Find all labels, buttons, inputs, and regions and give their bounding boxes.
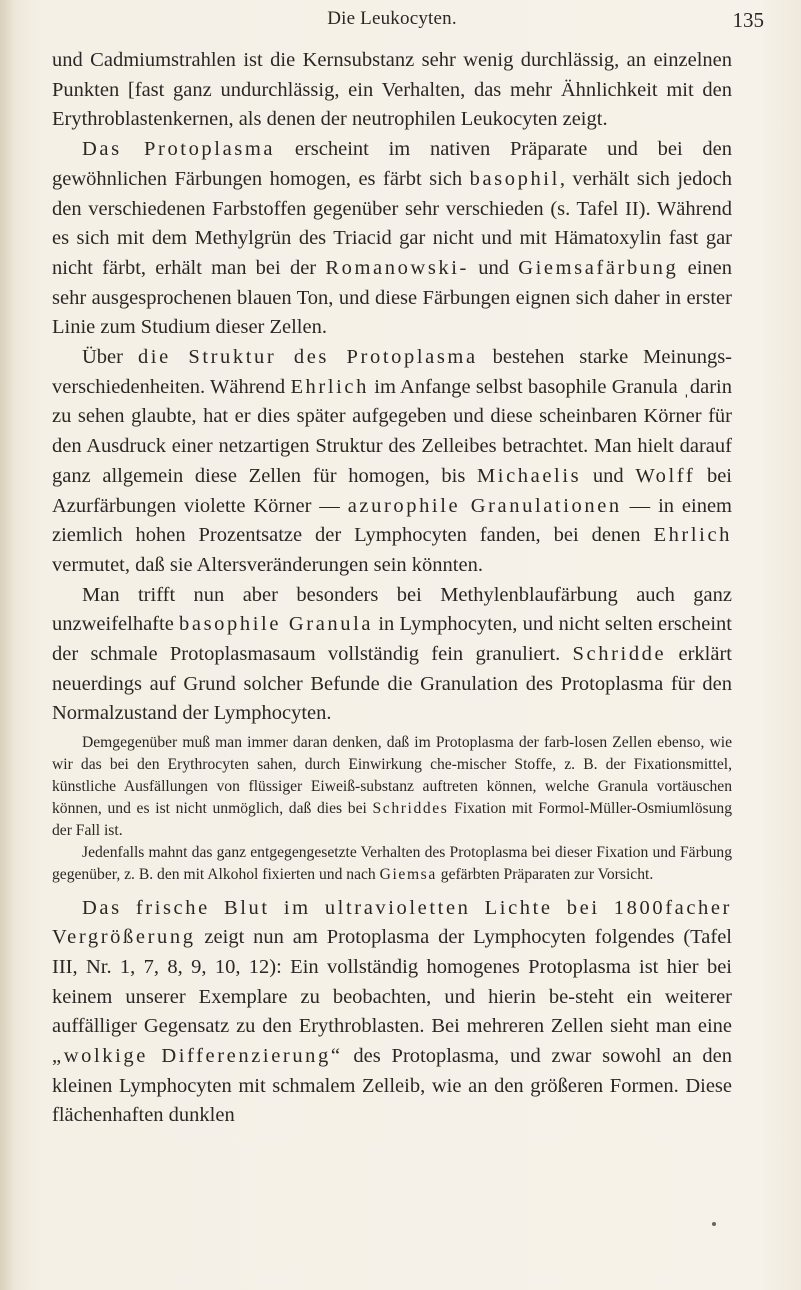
paragraph-ultraviolett xyxy=(52,894,732,1132)
text-run: erscheint im nativen Präparate und bei den gewöhnlichen Färbungen homogen, es färbt sich xyxy=(52,138,732,190)
spaced-term: die Struktur des Protoplasma xyxy=(137,346,478,369)
text-run: des Protoplasma, und zwar sowohl an den kleinen Lymphocyten mit schmalem Zelleib, wie an den größeren Formen. Diese flächenhaften dunklen xyxy=(52,1045,732,1127)
text-run: zeigt nun am Protoplasma der Lymphocyten folgendes (Tafel III, Nr. 1, 7, 8, 9, 10, 12): Ein vollständig homogenes Protoplasma ist hier bei keinem unserer Exemplare zu beobachten, und hierin be-steht ein weiterer auffälliger Gegensatz zu den Erythroblasten. Bei mehreren Zellen sieht man eine xyxy=(52,926,732,1038)
gutter-shadow xyxy=(0,0,14,1290)
paragraph-struktur xyxy=(52,343,732,581)
spaced-name: Ehrlich xyxy=(290,375,369,398)
text-run: vermutet, daß sie Altersveränderungen sein könnten. xyxy=(52,553,483,576)
text-run: Fixation mit Formol-Müller-Osmiumlösung der Fall ist. xyxy=(52,799,733,839)
text-run: Über xyxy=(82,346,138,369)
spaced-name: Schridde xyxy=(572,643,667,666)
paragraph-protoplasma xyxy=(52,135,732,343)
spaced-term: Das frische Blut im ultravioletten Lichte bei 1800facher Vergrößerung xyxy=(52,896,732,949)
spaced-name: Michaelis xyxy=(476,464,582,487)
print-speck xyxy=(712,1222,716,1226)
text-run: im Anfange selbst basophile Granula ˌdarin zu sehen glaubte, hat er dies später aufgegeben und diese scheinbaren Körner für den Ausdruck einer netzartigen Struktur des Zelleibes betrachtet. Man hielt darauf ganz allgemein diese Zellen für homogen, bis xyxy=(52,375,732,487)
running-head xyxy=(52,8,782,36)
text-run: bestehen starke Meinungs-verschiedenheiten. Während xyxy=(52,346,733,398)
paragraph-1-text: und Cadmiumstrahlen ist die Kernsubstanz sehr wenig durchlässig, an einzelnen Punkten [fast ganz undurchlässig, ein Verhalten, das mehr Ähnlichkeit mit den Erythroblastenkernen, als denen der neutrophilen Leukocyten zeigt. xyxy=(52,49,732,131)
body-text xyxy=(52,46,732,1131)
spaced-term: basophile Granula xyxy=(179,613,374,636)
text-run: gefärbten Präparaten zur Vorsicht. xyxy=(436,865,654,883)
text-run: — in einem ziemlich hohen Prozentsatze der Lymphocyten fanden, bei denen xyxy=(52,494,732,547)
small-print-note-1 xyxy=(52,732,732,842)
spaced-term: azurophile Granulationen xyxy=(347,494,622,517)
text-run: in Lymphocyten, und nicht selten erscheint der schmale Protoplasmasaum vollständig fein granuliert. xyxy=(52,613,732,666)
page-number: 135 xyxy=(732,8,764,32)
spaced-term: Giemsafärbung xyxy=(518,256,679,279)
running-title: Die Leukocyten. xyxy=(327,8,457,29)
paragraph-1 xyxy=(52,46,732,135)
text-run: Demgegenüber muß man immer daran denken, daß im Protoplasma der farb-losen Zellen ebenso, wie wir das bei den Erythrocyten sahen, durch Einwirkung che-mischer Stoffe, z. B. der Fixationsmittel, künstliche Ausfällungen von flüssiger Eiweiß-substanz auftreten können, welche Granula vortäuschen können, und es ist nicht unmöglich, daß dies bei xyxy=(52,734,732,817)
spaced-name: Schriddes xyxy=(372,799,449,817)
text-run: und xyxy=(581,464,636,487)
small-print-note-2 xyxy=(52,842,732,886)
spaced-name: Ehrlich xyxy=(653,524,732,547)
spaced-name: Wolff xyxy=(635,464,696,487)
spaced-term: Das Protoplasma xyxy=(82,138,276,161)
spaced-term: basophil xyxy=(469,167,560,190)
text-run: einen sehr ausgesprochenen blauen Ton, und diese Färbungen eignen sich daher in erster Linie zum Studium dieser Zellen. xyxy=(52,256,732,339)
text-run: erklärt neuerdings auf Grund solcher Befunde die Granulation des Protoplasma für den Normalzustand der Lymphocyten. xyxy=(52,643,732,725)
spaced-name: Giemsa xyxy=(379,865,437,883)
text-run: Man trifft nun aber besonders bei Methylenblaufärbung auch ganz unzweifelhafte xyxy=(52,583,732,636)
text-run: und xyxy=(468,256,519,279)
text-run: bei Azurfärbungen violette Körner — xyxy=(52,464,733,517)
paragraph-granula xyxy=(52,581,732,730)
text-run: Jedenfalls mahnt das ganz entgegengesetzte Verhalten des Protoplasma bei dieser Fixation und Färbung gegenüber, z. B. den mit Alkohol fixierten und nach xyxy=(52,843,732,883)
spaced-term: Romanowski- xyxy=(325,256,469,279)
spaced-term: „wolkige Differenzierung“ xyxy=(52,1045,343,1068)
text-run: , verhält sich jedoch den verschiedenen Farbstoffen gegenüber sehr verschieden (s. Tafel II). Während es sich mit dem Methylgrün des Triacid gar nicht und mit Hämatoxylin fast gar nicht färbt, erhält man bei der xyxy=(52,167,732,279)
